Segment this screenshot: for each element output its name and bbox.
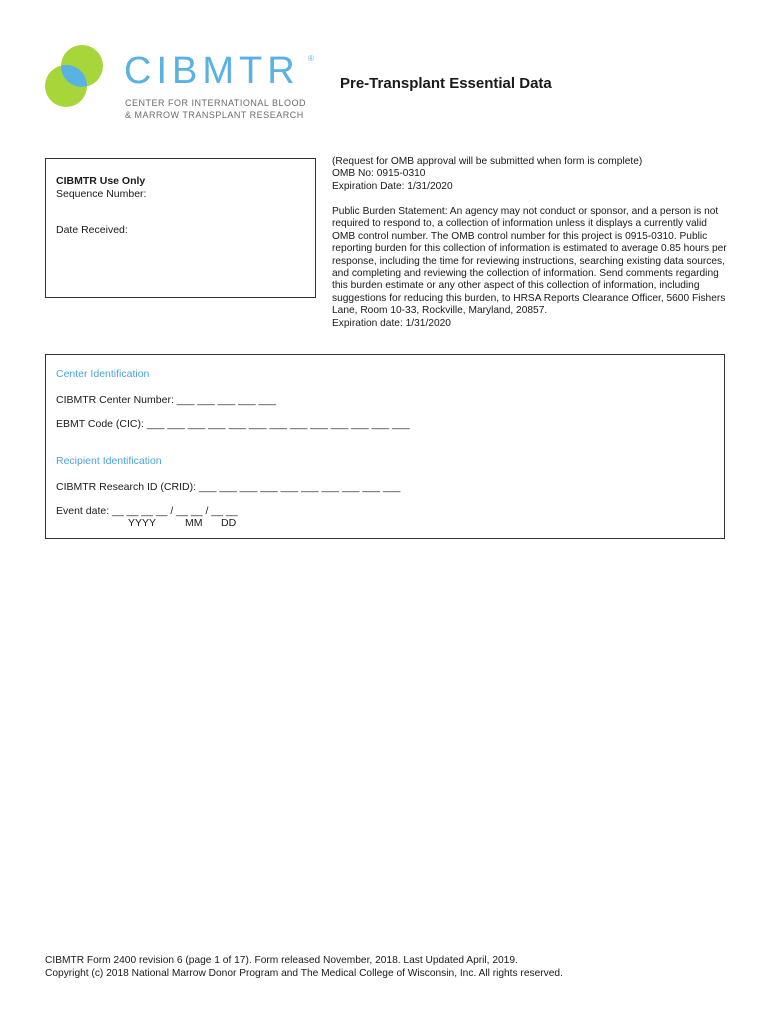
footer-form-info: CIBMTR Form 2400 revision 6 (page 1 of 17). Form released November, 2018. Last Updated April, 2019. xyxy=(45,955,518,966)
cibmtr-logo-icon xyxy=(44,44,104,118)
burden-line: reporting burden for this collection of information is estimated to average 0.85 hours per xyxy=(332,243,727,255)
crid-field[interactable]: CIBMTR Research ID (CRID): ___ ___ ___ ___ ___ ___ ___ ___ ___ ___ xyxy=(56,481,401,493)
center-number-field[interactable]: CIBMTR Center Number: ___ ___ ___ ___ ___ xyxy=(56,394,277,406)
event-date-field[interactable]: Event date: __ __ __ __ / __ __ / __ __ xyxy=(56,505,238,517)
burden-line: required to respond to, a collection of information unless it displays a currently valid xyxy=(332,218,707,230)
omb-line: OMB No: 0915-0310 xyxy=(332,168,426,180)
recipient-identification-heading: Recipient Identification xyxy=(56,455,162,467)
use-only-box xyxy=(45,158,316,298)
event-date-mm-label: MM xyxy=(185,517,203,529)
logo-registered-mark: ® xyxy=(308,54,314,63)
omb-info xyxy=(332,156,732,193)
logo-subtitle-line2: & MARROW TRANSPLANT RESEARCH xyxy=(125,110,304,120)
footer-copyright: Copyright (c) 2018 National Marrow Donor Program and The Medical College of Wisconsin, Inc. All rights reserved. xyxy=(45,968,563,979)
burden-line: Public Burden Statement: An agency may not conduct or sponsor, and a person is not xyxy=(332,206,719,217)
use-only-heading: CIBMTR Use Only xyxy=(56,175,146,187)
identification-box xyxy=(45,354,725,539)
omb-line: (Request for OMB approval will be submitted when form is complete) xyxy=(332,156,643,167)
burden-line: and completing and reviewing the collection of information. Send comments regarding xyxy=(332,268,719,280)
center-identification-heading: Center Identification xyxy=(56,368,150,380)
burden-line: OMB control number. The OMB control number for this project is 0915-0310. Public xyxy=(332,230,708,242)
date-received-label: Date Received: xyxy=(56,224,128,236)
burden-line: Lane, Room 10-33, Rockville, Maryland, 20857. xyxy=(332,305,548,317)
omb-line: Expiration Date: 1/31/2020 xyxy=(332,180,453,192)
logo-wordmark: CIBMTR xyxy=(124,50,300,92)
public-burden-statement xyxy=(332,206,732,330)
event-date-yyyy-label: YYYY xyxy=(128,517,157,529)
event-date-dd-label: DD xyxy=(221,517,237,529)
logo-subtitle-line1: CENTER FOR INTERNATIONAL BLOOD xyxy=(125,98,307,108)
burden-line: Expiration date: 1/31/2020 xyxy=(332,317,451,329)
sequence-number-label: Sequence Number: xyxy=(56,188,147,200)
burden-line: this burden estimate or any other aspect of this collection of information, including xyxy=(332,280,700,292)
burden-line: suggestions for reducing this burden, to HRSA Reports Clearance Officer, 5600 Fishers xyxy=(332,292,726,304)
burden-line: response, including the time for reviewing instructions, searching existing data sources, xyxy=(332,255,725,267)
form-title: Pre-Transplant Essential Data xyxy=(340,75,552,92)
ebmt-code-field[interactable]: EBMT Code (CIC): ___ ___ ___ ___ ___ ___ ___ ___ ___ ___ ___ ___ ___ xyxy=(56,418,410,430)
